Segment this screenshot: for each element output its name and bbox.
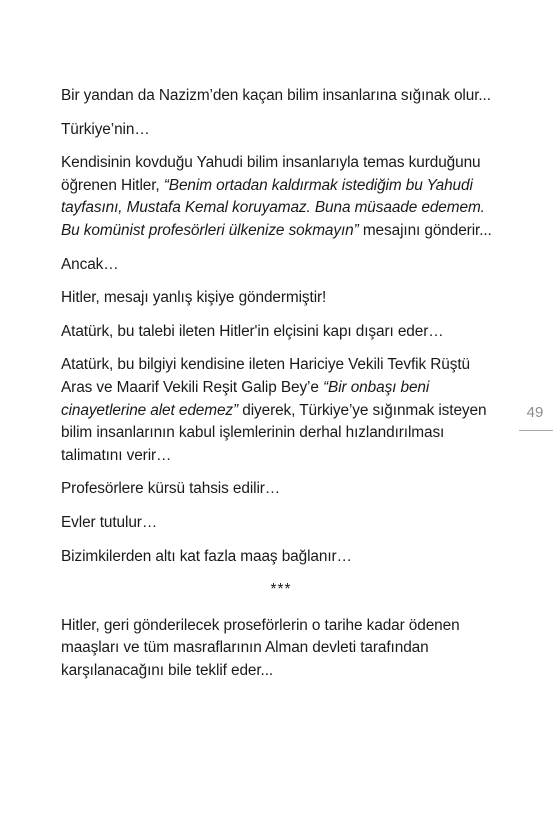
hitler-quote: “Benim ortadan kaldırmak istediğim bu Yahudi tayfasını, Mustafa Kemal koruyamaz. Buna müsaade edemem. Bu komünist profesörleri ülkenize sokmayın” <box>61 176 485 239</box>
paragraph-10: Bizimkilerden altı kat fazla maaş bağlanır… <box>61 547 352 565</box>
paragraph-5: Hitler, mesajı yanlış kişiye göndermiştir! <box>61 289 327 307</box>
paragraph-2: Türkiye’nin… <box>61 120 150 138</box>
paragraph-3-end: mesajını gönderir... <box>358 221 492 239</box>
closing-paragraph: Hitler, geri gönderilecek proseförlerin o tarihe kadar ödenen maaşları ve tüm masraflarının Alman devleti tarafından karşılanacağını bile teklif eder... <box>61 616 460 679</box>
page-number-rule <box>519 430 553 431</box>
paragraph-3 <box>61 152 501 242</box>
body-text <box>61 85 501 693</box>
paragraph-8: Profesörlere kürsü tahsis edilir… <box>61 480 281 498</box>
page-number: 49 <box>526 404 544 421</box>
paragraph-6: Atatürk, bu talebi ileten Hitler'in elçisini kapı dışarı eder… <box>61 322 444 340</box>
paragraph-7 <box>61 354 501 467</box>
paragraph-4: Ancak… <box>61 255 119 273</box>
paragraph-9: Evler tutulur… <box>61 513 158 531</box>
paragraph-7-end: diyerek, Türkiye’ye sığınmak isteyen bilim insanlarının kabul işlemlerinin derhal hızlandırılması talimatını verir… <box>61 401 487 464</box>
ataturk-quote: “Bir onbaşı beni cinayetlerine alet edemez” <box>61 378 430 419</box>
paragraph-3-intro: Kendisinin kovduğu Yahudi bilim insanlarıyla temas kurduğunu öğrenen Hitler, <box>61 154 481 194</box>
section-separator: *** <box>270 581 292 599</box>
paragraph-7-intro: Atatürk, bu bilgiyi kendisine ileten Hariciye Vekili Tevfik Rüştü Aras ve Maarif Vekili Reşit Galip Bey’e <box>61 356 470 396</box>
paragraph-1: Bir yandan da Nazizm’den kaçan bilim insanlarına sığınak olur... <box>61 87 491 104</box>
